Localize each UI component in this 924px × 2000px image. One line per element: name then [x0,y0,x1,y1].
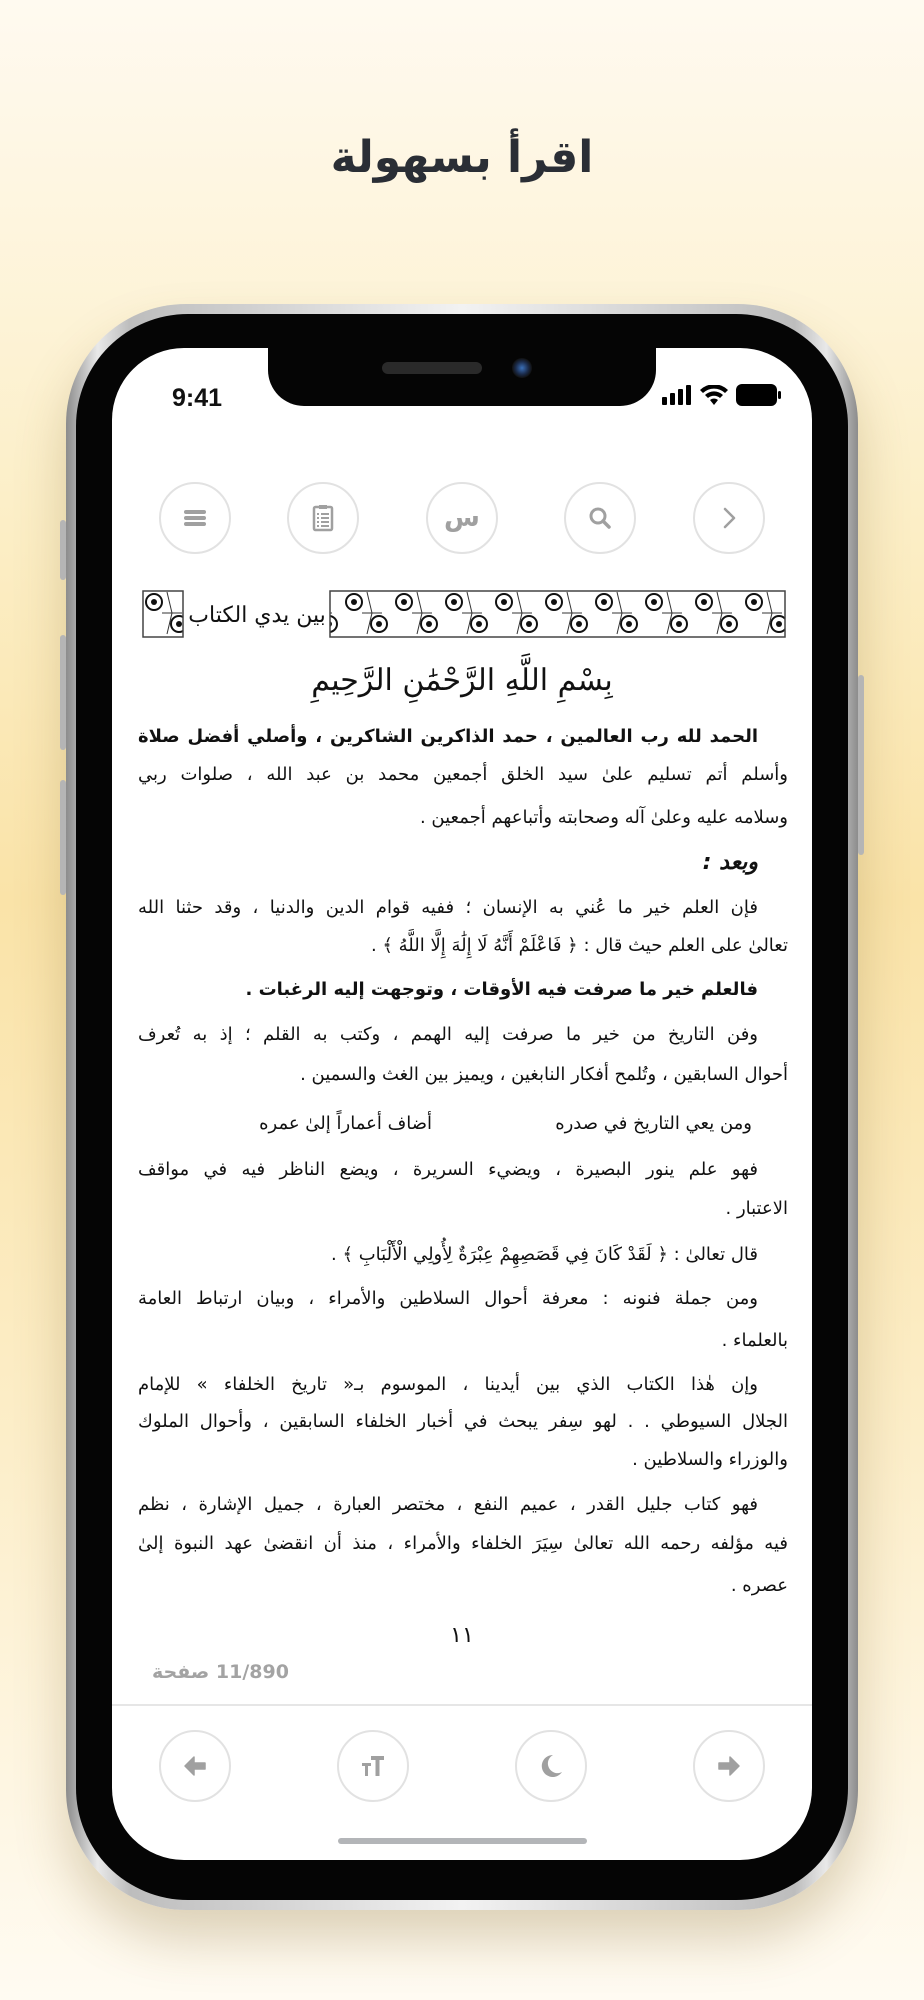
text-line: ومن جملة فنونه : معرفة أحوال السلاطين والأمراء ، وبيان ارتباط العامة [138,1288,758,1309]
text-line: فالعلم خير ما صرفت فيه الأوقات ، وتوجهت إليه الرغبات . [245,979,758,1000]
text-line: وبعد : [702,850,758,875]
text-line: عصره . [730,1575,788,1596]
text-line: تعالىٰ على العلم حيث قال : ﴿ فَاعْلَمْ أَنَّهُ لَا إِلَٰهَ إِلَّا اللَّهُ ﴾ . [370,935,788,956]
next-page-button[interactable] [693,1730,765,1802]
text-style-button[interactable] [426,482,498,554]
verse-first-hemistich: ومن يعي التاريخ في صدره [555,1113,752,1134]
bismillah: بِسْمِ اللَّهِ الرَّحْمَٰنِ الرَّحِيمِ [311,663,613,698]
moon-icon [536,1751,566,1781]
text-line: الجلال السيوطي . . لهو سِفر يبحث في أخبار الخلفاء السابقين ، وأحوال الملوك [138,1411,788,1432]
text-line: الاعتبار . [725,1198,788,1219]
night-mode-button[interactable] [515,1730,587,1802]
letter-seen-icon: س [444,503,480,533]
page-counter: 11/890 صفحة [152,1661,289,1683]
bottom-divider [112,1704,812,1706]
speaker [382,362,482,374]
status-icons [662,384,782,406]
font-size-button[interactable] [337,1730,409,1802]
text-line: فهو كتاب جليل القدر ، عميم النفع ، مختصر العبارة ، جميل الإشارة ، نظم [138,1494,758,1515]
text-size-icon [358,1751,388,1781]
search-icon [585,503,615,533]
verse-second-hemistich: أضاف أعماراً إلىٰ عمره [259,1113,432,1134]
camera [512,358,532,378]
text-line: أحوال السابقين ، وتُلمح أفكار النابغين ، ويميز بين الغث والسمين . [300,1064,788,1085]
volume-up-button [60,635,66,750]
text-line: الحمد لله رب العالمين ، حمد الذاكرين الشاكرين ، وأصلي أفضل صلاة [138,726,758,747]
printed-page-number: ١١ [450,1623,474,1648]
arrow-left-icon [180,1751,210,1781]
text-line: وإن هٰذا الكتاب الذي بين أيدينا ، الموسوم بـ« تاريخ الخلفاء » للإمام [138,1374,758,1395]
app-screen [112,348,812,1860]
forward-button[interactable] [693,482,765,554]
search-button[interactable] [564,482,636,554]
notch [268,348,656,406]
contents-button[interactable] [287,482,359,554]
home-indicator[interactable] [338,1838,587,1844]
battery-icon [736,384,782,406]
text-line: والوزراء والسلاطين . [632,1449,788,1470]
text-line: فإن العلم خير ما عُني به الإنسان ؛ ففيه قوام الدين والدنيا ، وقد حثنا الله [138,897,758,918]
clipboard-list-icon [308,503,338,533]
signal-icon [662,385,692,405]
text-line: فيه مؤلفه رحمه الله تعالىٰ سِيَرَ الخلفاء والأمراء ، منذ أن انقضىٰ عهد النبوة إلىٰ [138,1533,788,1554]
chapter-header-ornament [142,590,787,638]
text-line: فهو علم ينور البصيرة ، ويضيء السريرة ، ويضع الناظر فيه في مواقف [138,1159,758,1180]
status-time: 9:41 [172,384,223,412]
menu-icon [180,503,210,533]
chevron-right-icon [714,503,744,533]
chapter-header-title: بين يدي الكتاب [188,603,326,628]
power-button [858,675,864,855]
mute-switch [60,520,66,580]
previous-page-button[interactable] [159,1730,231,1802]
wifi-icon [700,385,728,405]
text-line: بالعلماء . [721,1330,788,1351]
text-line: وسلامه عليه وعلىٰ آله وصحابته وأتباعهم أجمعين . [419,807,788,828]
arrow-right-icon [714,1751,744,1781]
text-line: قال تعالىٰ : ﴿ لَقَدْ كَانَ فِي قَصَصِهِمْ عِبْرَةٌ لِأُولِي الْأَلْبَابِ ﴾ . [331,1244,758,1265]
text-line: وأسلم أتم تسليم علىٰ سيد الخلق أجمعين محمد بن عبد الله ، صلوات ربي [138,764,788,785]
volume-down-button [60,780,66,895]
text-line: وفن التاريخ من خير ما صرفت إليه الهمم ، وكتب به القلم ؛ إذ به تُعرف [138,1024,758,1045]
headline: اقرأ بسهولة [330,132,594,183]
menu-button[interactable] [159,482,231,554]
